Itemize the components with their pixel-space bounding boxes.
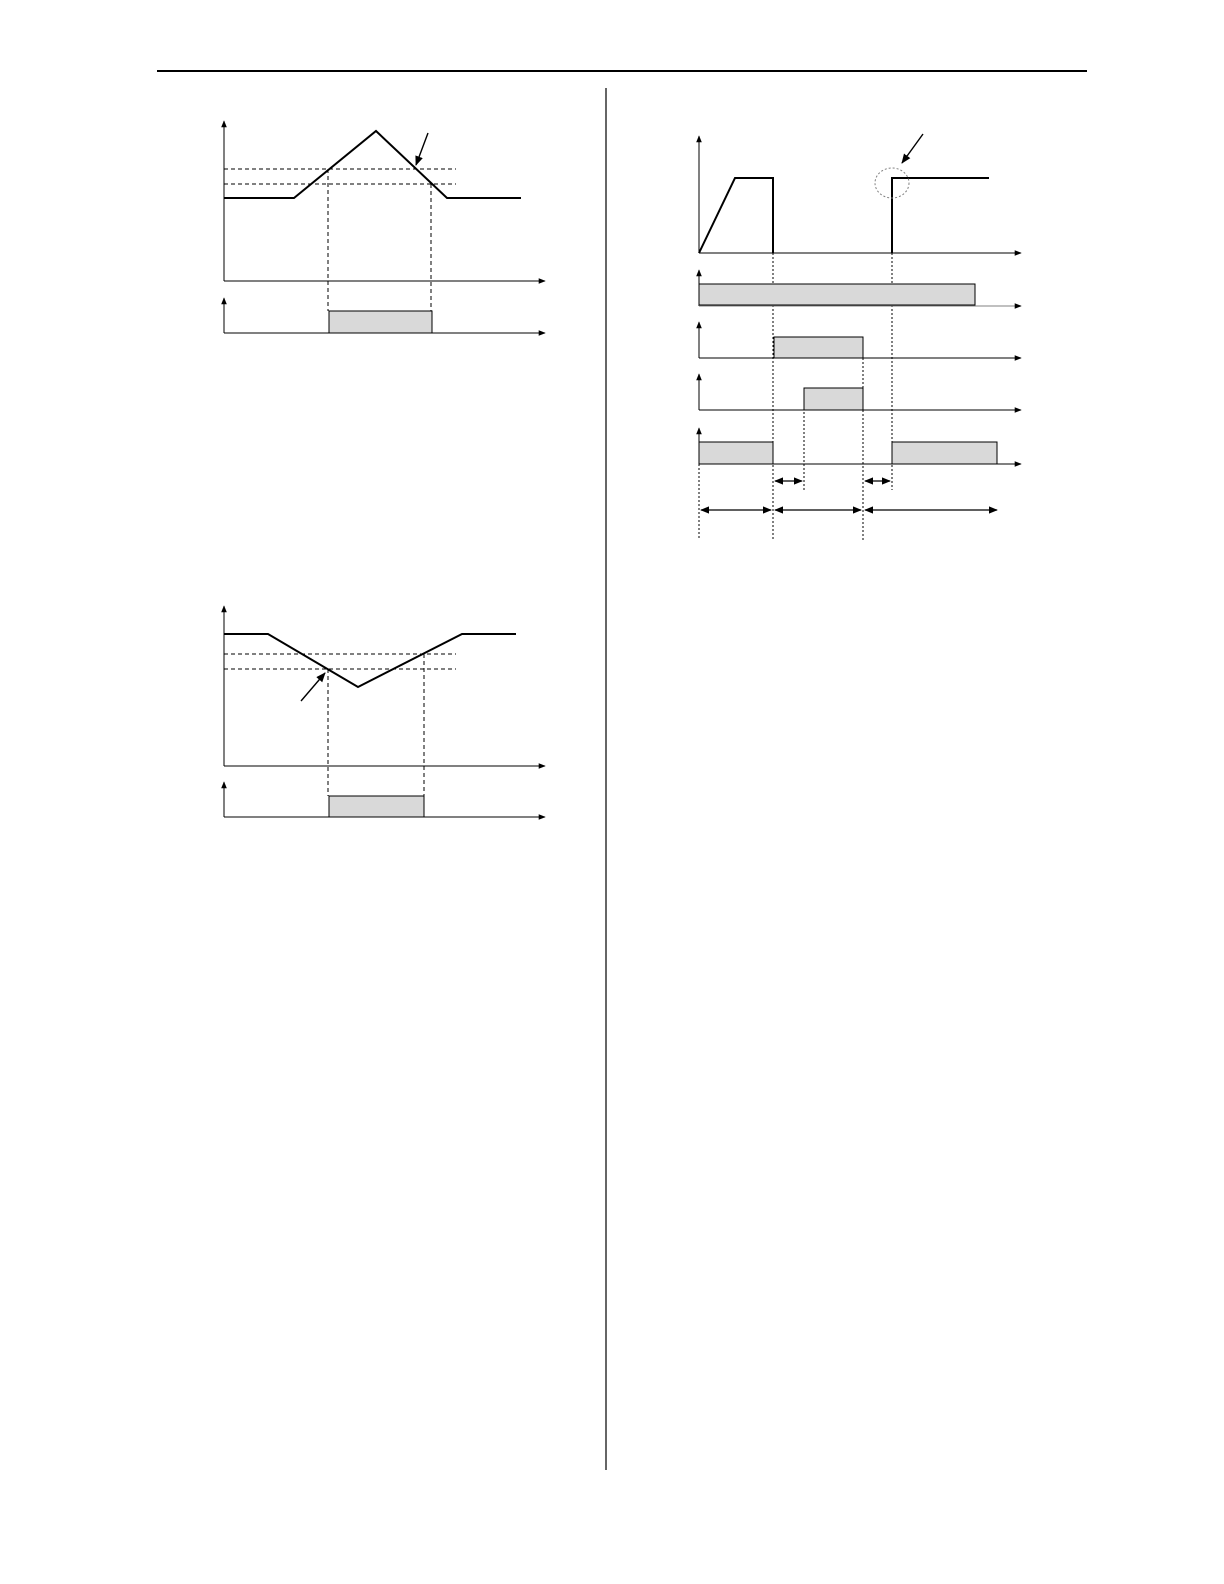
- annotation-arrow: [902, 134, 923, 163]
- ready-signal-pulse-first: [699, 442, 773, 464]
- diagram-level-above-window: [224, 121, 545, 333]
- run-signal-pulse: [699, 284, 975, 305]
- output-pulse: [329, 796, 424, 817]
- diagram-timing-sequence: [699, 134, 1021, 540]
- signal-trace: [224, 634, 516, 687]
- diagram-level-below-window: [224, 606, 545, 817]
- delayed-signal-pulse: [804, 388, 863, 410]
- output-pulse: [329, 311, 432, 333]
- ready-signal-pulse-second: [892, 442, 997, 464]
- annotation-arrow: [301, 673, 325, 701]
- speed-profile-second: [892, 178, 989, 253]
- brake-signal-pulse: [774, 337, 863, 358]
- annotation-arrow: [416, 133, 428, 165]
- speed-profile-first: [699, 178, 773, 253]
- signal-trace: [224, 131, 521, 198]
